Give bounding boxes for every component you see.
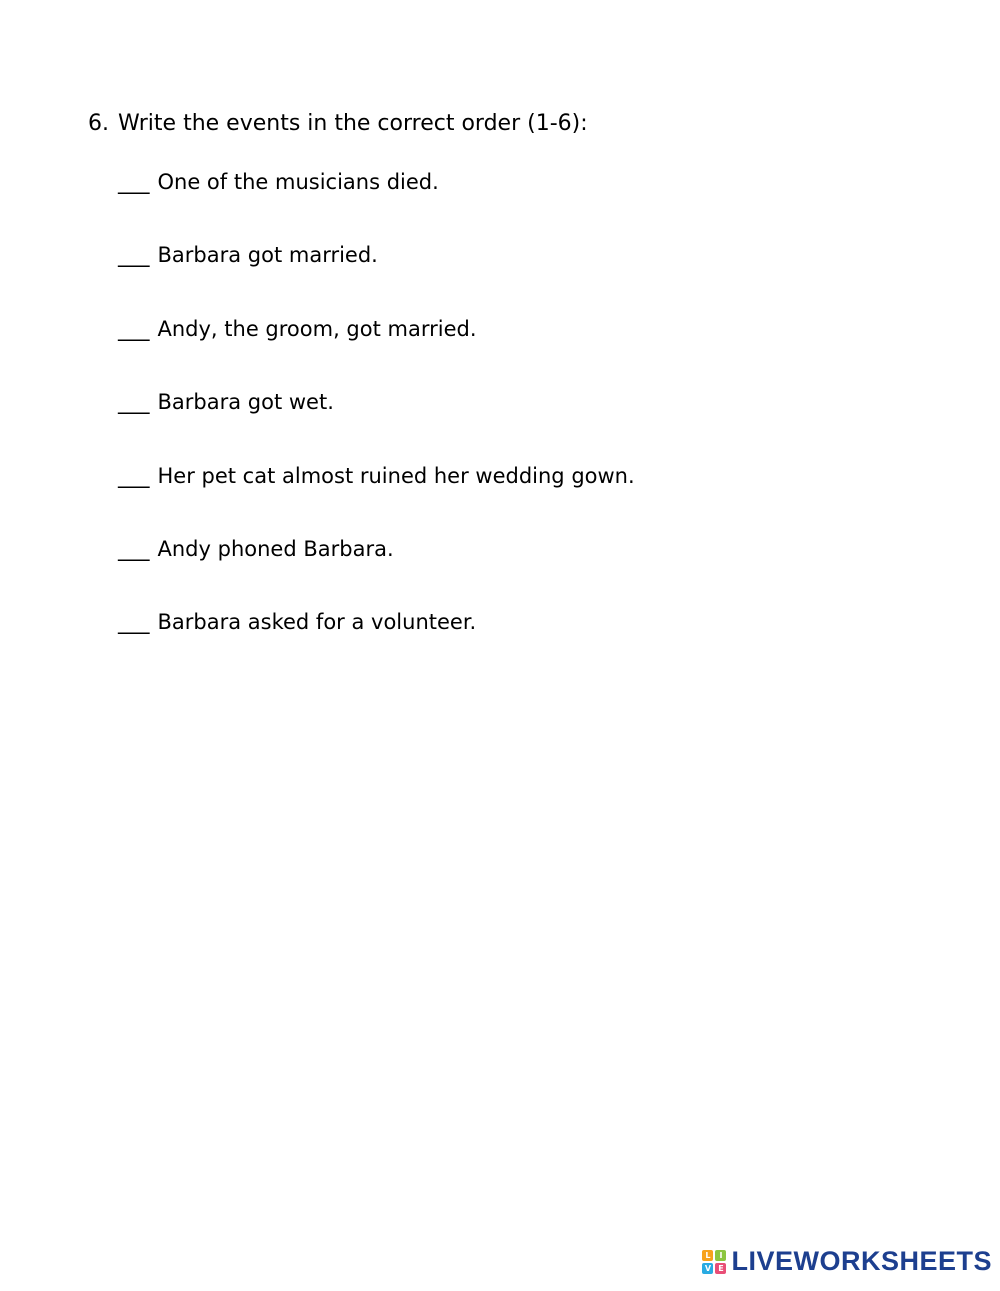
- list-item: [118, 606, 635, 679]
- answer-blank[interactable]: ___: [118, 316, 150, 341]
- answer-blank[interactable]: ___: [118, 536, 150, 561]
- logo-mark-letter: E: [715, 1263, 726, 1274]
- event-text: Barbara got wet.: [157, 390, 334, 415]
- list-item: [118, 166, 635, 239]
- question-number: 6.: [88, 111, 109, 136]
- list-item: [118, 313, 635, 386]
- answer-blank[interactable]: ___: [118, 170, 150, 194]
- list-item: [118, 460, 635, 533]
- answer-blank[interactable]: ___: [118, 610, 150, 635]
- events-list: [118, 166, 635, 680]
- question-heading: [88, 108, 588, 140]
- answer-blank[interactable]: ___: [118, 463, 150, 488]
- logo-mark-letter: L: [702, 1250, 713, 1261]
- event-text: Her pet cat almost ruined her wedding gown.: [157, 463, 635, 488]
- logo-mark-letter: I: [715, 1250, 726, 1261]
- event-text: Andy, the groom, got married.: [157, 316, 477, 341]
- list-item: [118, 239, 635, 312]
- liveworksheets-logo: [702, 1246, 992, 1277]
- event-text: Andy phoned Barbara.: [157, 536, 394, 561]
- logo-mark-icon: [702, 1250, 726, 1274]
- answer-blank[interactable]: ___: [118, 390, 150, 415]
- list-item: [118, 386, 635, 459]
- question-prompt: Write the events in the correct order (1-6):: [118, 111, 588, 136]
- event-text: Barbara got married.: [157, 243, 378, 268]
- event-text: One of the musicians died.: [157, 170, 439, 194]
- event-text: Barbara asked for a volunteer.: [157, 610, 477, 635]
- logo-mark-letter: V: [702, 1263, 713, 1274]
- answer-blank[interactable]: ___: [118, 243, 150, 268]
- list-item: [118, 533, 635, 606]
- logo-text: LIVEWORKSHEETS: [731, 1246, 992, 1276]
